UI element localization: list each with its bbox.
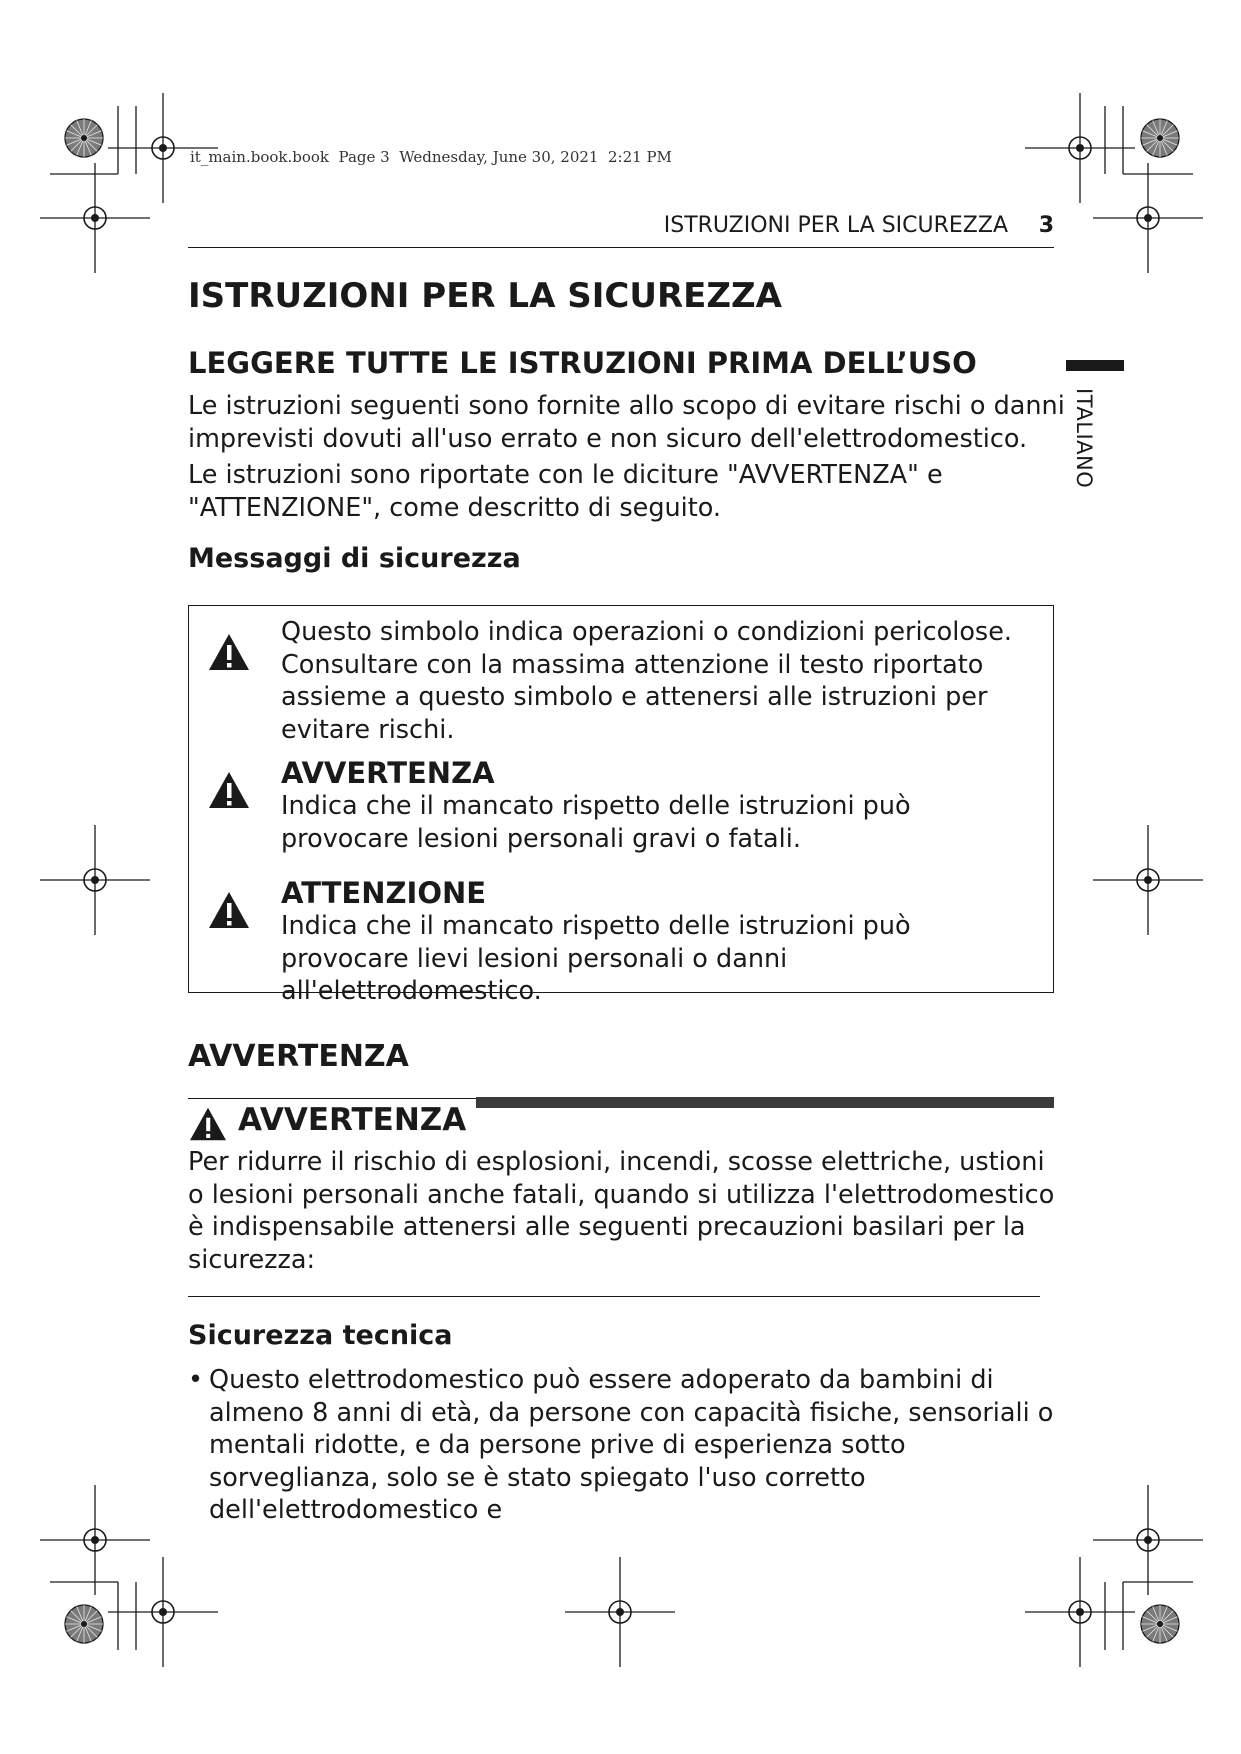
running-header-title: ISTRUZIONI PER LA SICUREZZA: [663, 213, 1008, 238]
warning-section-text: Per ridurre il rischio di esplosioni, incendi, scosse elettriche, ustioni o lesioni personali anche fatali, quando si utilizza l'elettrodomestico è indispensabile attenersi alle seguenti precauzioni basilari per la sicurezza:: [188, 1147, 1055, 1275]
technical-safety-heading: Sicurezza tecnica: [188, 1320, 453, 1351]
starburst-mark-bottom-left: [65, 1605, 103, 1643]
crosshair-mark: [565, 1557, 675, 1667]
crosshair-mark: [1025, 93, 1135, 203]
warning-banner-label: AVVERTENZA: [238, 1102, 467, 1138]
warning-section-heading: AVVERTENZA: [188, 1039, 409, 1074]
safety-messages-box: [188, 605, 1054, 1006]
starburst-mark-bottom-right: [1141, 1605, 1179, 1643]
safety-messages-heading: Messaggi di sicurezza: [188, 543, 521, 574]
crosshair-mark: [108, 1557, 218, 1667]
caution-text: Indica che il mancato rispetto delle istruzioni può provocare lievi lesioni personali o danni all'elettrodomestico.: [281, 911, 911, 1006]
warning-triangle-icon: [207, 770, 251, 810]
crosshair-mark: [40, 1485, 150, 1595]
warning-triangle-icon: [207, 890, 251, 930]
crosshair-mark: [1093, 1485, 1203, 1595]
intro-paragraph: Le istruzioni sono riportate con le diciture "AVVERTENZA" e "ATTENZIONE", come descritto di seguito.: [188, 460, 943, 523]
warning-text: Indica che il mancato rispetto delle istruzioni può provocare lesioni personali gravi o fatali.: [281, 791, 911, 854]
warning-banner: [188, 1098, 1054, 1146]
crosshair-mark: [1093, 825, 1203, 935]
page-title: ISTRUZIONI PER LA SICUREZZA: [188, 276, 782, 316]
language-tab-bar: [1066, 360, 1124, 371]
crosshair-mark: [1025, 1557, 1135, 1667]
symbol-message-text: Questo simbolo indica operazioni o condizioni pericolose. Consultare con la massima attenzione il testo riportato assieme a questo simbolo e attenersi alle istruzioni per evitare rischi.: [281, 617, 1012, 745]
technical-safety-bullet: [188, 1364, 1068, 1527]
language-tab-label: ITALIANO: [1072, 388, 1096, 489]
bullet-mark: •: [188, 1365, 204, 1395]
section-divider: [188, 1296, 1040, 1297]
warning-triangle-icon: [207, 632, 251, 672]
caution-label: ATTENZIONE: [281, 876, 487, 910]
warning-triangle-icon: [188, 1106, 228, 1142]
running-header: [188, 207, 1054, 248]
crosshair-mark: [40, 163, 150, 273]
bullet-text: Questo elettrodomestico può essere adoperato da bambini di almeno 8 anni di età, da persone con capacità fisiche, sensoriali o mentali ridotte, e da persone prive di esperienza sotto sorveglianza, solo se è stato spiegato l'uso corretto dell'elettrodomestico e: [209, 1365, 1054, 1525]
print-meta: it_main.book.book Page 3 Wednesday, June 30, 2021 2:21 PM: [190, 148, 672, 166]
section-title: LEGGERE TUTTE LE ISTRUZIONI PRIMA DELL’USO: [188, 346, 977, 380]
intro-paragraph: Le istruzioni seguenti sono fornite allo scopo di evitare rischi o danni imprevisti dovuti all'uso errato e non sicuro dell'elettrodomestico.: [188, 391, 1065, 454]
starburst-mark-top-right: [1141, 119, 1179, 157]
page-number: 3: [1038, 213, 1054, 238]
starburst-mark-top-left: [65, 119, 103, 157]
crosshair-mark: [40, 825, 150, 935]
crosshair-mark: [1093, 163, 1203, 273]
warning-label: AVVERTENZA: [281, 756, 495, 790]
